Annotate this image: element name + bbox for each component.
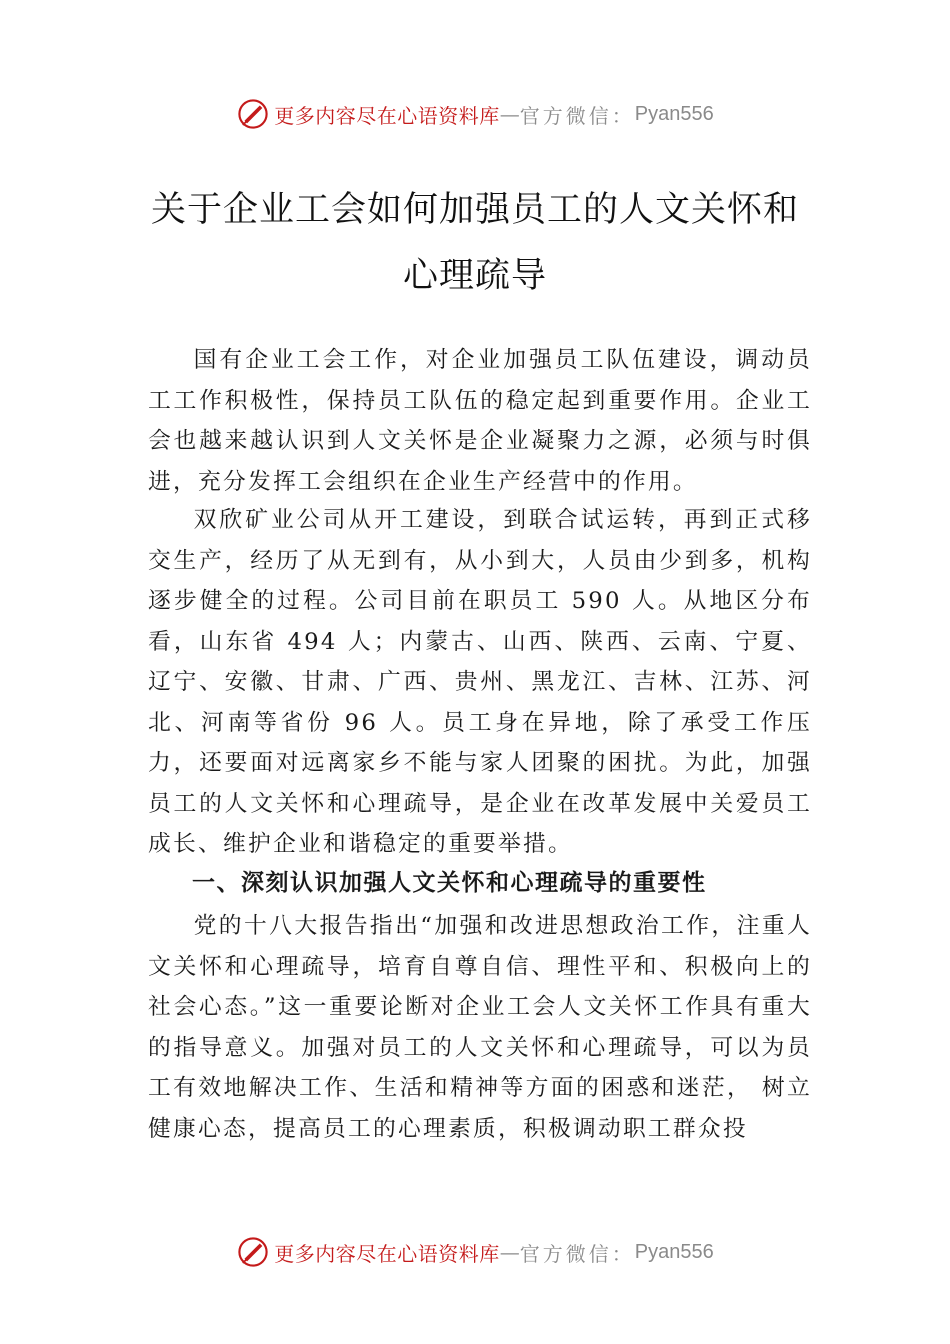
watermark-banner-top <box>0 94 950 134</box>
paragraph-3: 党的十八大报告指出“加强和改进思想政治工作，注重人文关怀和心理疏导，培育自尊自信、理性平和、积极向上的社会心态。”这一重要论断对企业工会人文关怀工作具有重大的指导意义。加强对员工的人文关怀和心理疏导，可以为员工有效地解决工作、生活和精神等方面的困惑和迷茫， 树立健康心态，提高员工的心理素质，积极调动职工群众投 <box>148 913 812 1142</box>
watermark-wechat-id: Pyan556 <box>634 1240 714 1263</box>
document-title-line-2: 心理疏导 <box>402 256 547 296</box>
pen-logo-icon <box>236 1235 270 1269</box>
watermark-prefix: 更多内容尽在心语资料库 <box>274 1241 500 1266</box>
section-heading: 一、深刻认识加强人文关怀和心理疏导的重要性 <box>192 870 707 896</box>
watermark-prefix: 更多内容尽在心语资料库 <box>274 103 500 128</box>
paragraph-2: 双欣矿业公司从开工建设，到联合试运转，再到正式移交生产，经历了从无到有，从小到大，人员由少到多，机构逐步健全的过程。公司目前在职员工 590 人。从地区分布看，山东省 494 人；内蒙古、山西、陕西、云南、宁夏、辽宁、安徽、甘肃、广西、贵州、黑龙江、吉林、江苏、河北、河南等省份 96 人。员工身在异地，除了承受工作压力，还要面对远离家乡不能与家人团聚的困扰。为此，加强员工的人文关怀和心理疏导，是企业在改革发展中关爱员工成长、维护企业和谐稳定的重要举措。 <box>148 507 812 857</box>
watermark-label: 官方微信： <box>519 1241 635 1266</box>
watermark-label: 官方微信： <box>519 103 635 128</box>
watermark-dash: — <box>499 102 520 126</box>
document-title-line-1: 关于企业工会如何加强员工的人文关怀和 <box>150 190 799 230</box>
pen-logo-icon <box>236 97 270 131</box>
watermark-dash: — <box>499 1240 520 1264</box>
watermark-banner-bottom <box>0 1232 950 1272</box>
paragraph-1: 国有企业工会工作，对企业加强员工队伍建设，调动员工工作积极性，保持员工队伍的稳定起到重要作用。企业工会也越来越认识到人文关怀是企业凝聚力之源，必须与时俱进，充分发挥工会组织在企业生产经营中的作用。 <box>148 347 812 495</box>
watermark-wechat-id: Pyan556 <box>634 102 714 125</box>
